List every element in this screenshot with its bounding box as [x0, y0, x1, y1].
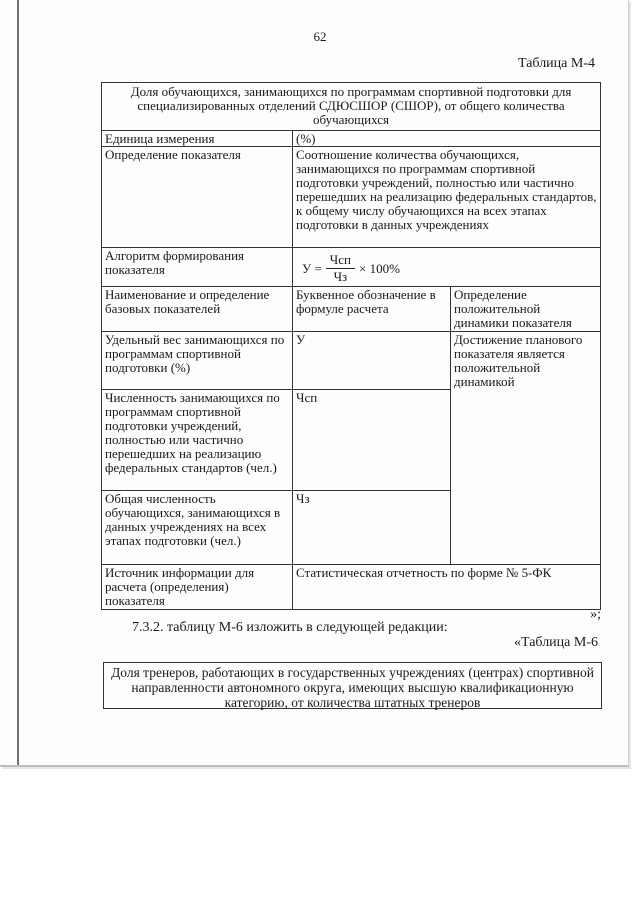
- algorithm-formula: [293, 248, 601, 287]
- table-m4-title: Доля обучающихся, занимающихся по программам спортивной подготовки для специализированных отделений СДЮСШОР (СШОР), от общего количества обучающихся: [102, 83, 601, 131]
- table-m6-label: «Таблица М-6: [514, 635, 598, 650]
- table-m4-label: Таблица М-4: [518, 56, 595, 71]
- table-m4: [101, 82, 601, 610]
- table-m6-title: Доля тренеров, работающих в государственных учреждениях (центрах) спортивной направленности автономного округа, имеющих высшую квалификационную категорию, от количества штатных тренеров: [103, 662, 602, 709]
- algorithm-label: Алгоритм формирования показателя: [102, 248, 293, 287]
- formula: [296, 249, 597, 286]
- source-label: Источник информации для расчета (определения) показателя: [102, 565, 293, 610]
- row-1-name: Удельный вес занимающихся по программам спортивной подготовки (%): [102, 332, 293, 390]
- row-2-symbol: Чсп: [293, 390, 451, 491]
- formula-fraction: [326, 253, 355, 284]
- definition-label: Определение показателя: [102, 147, 293, 248]
- dynamics-value: Достижение планового показателя является положительной динамикой: [451, 332, 601, 565]
- scan-edge-line: [17, 0, 19, 765]
- formula-lhs: У =: [302, 260, 322, 276]
- row-3-name: Общая численность обучающихся, занимающихся в данных учреждениях на всех этапах подготовки (чел.): [102, 491, 293, 565]
- page-number: 62: [313, 29, 327, 44]
- formula-multiplier: × 100%: [358, 260, 400, 276]
- unit-label: Единица измерения: [102, 131, 293, 147]
- source-value: Статистическая отчетность по форме № 5-ФК: [293, 565, 601, 610]
- header-name: Наименование и определение базовых показателей: [102, 287, 293, 332]
- formula-numerator: Чсп: [326, 253, 355, 269]
- paragraph-7-3-2: 7.3.2. таблицу М-6 изложить в следующей редакции:: [132, 620, 448, 635]
- closing-mark: »;: [590, 607, 601, 622]
- unit-value: (%): [293, 131, 601, 147]
- row-1-symbol: У: [293, 332, 451, 390]
- header-symbol: Буквенное обозначение в формуле расчета: [293, 287, 451, 332]
- row-3-symbol: Чз: [293, 491, 451, 565]
- formula-denominator: Чз: [333, 269, 348, 284]
- definition-value: Соотношение количества обучающихся, занимающихся по программам спортивной подготовки учреждений, полностью или частично перешедших на реализацию федеральных стандартов, к общему числу обучающихся на всех этапах подготовки в данных учреждениях: [293, 147, 601, 248]
- row-2-name: Численность занимающихся по программам спортивной подготовки учреждений, полностью или частично перешедших на реализацию федеральных стандартов (чел.): [102, 390, 293, 491]
- header-dynamics: Определение положительной динамики показателя: [451, 287, 601, 332]
